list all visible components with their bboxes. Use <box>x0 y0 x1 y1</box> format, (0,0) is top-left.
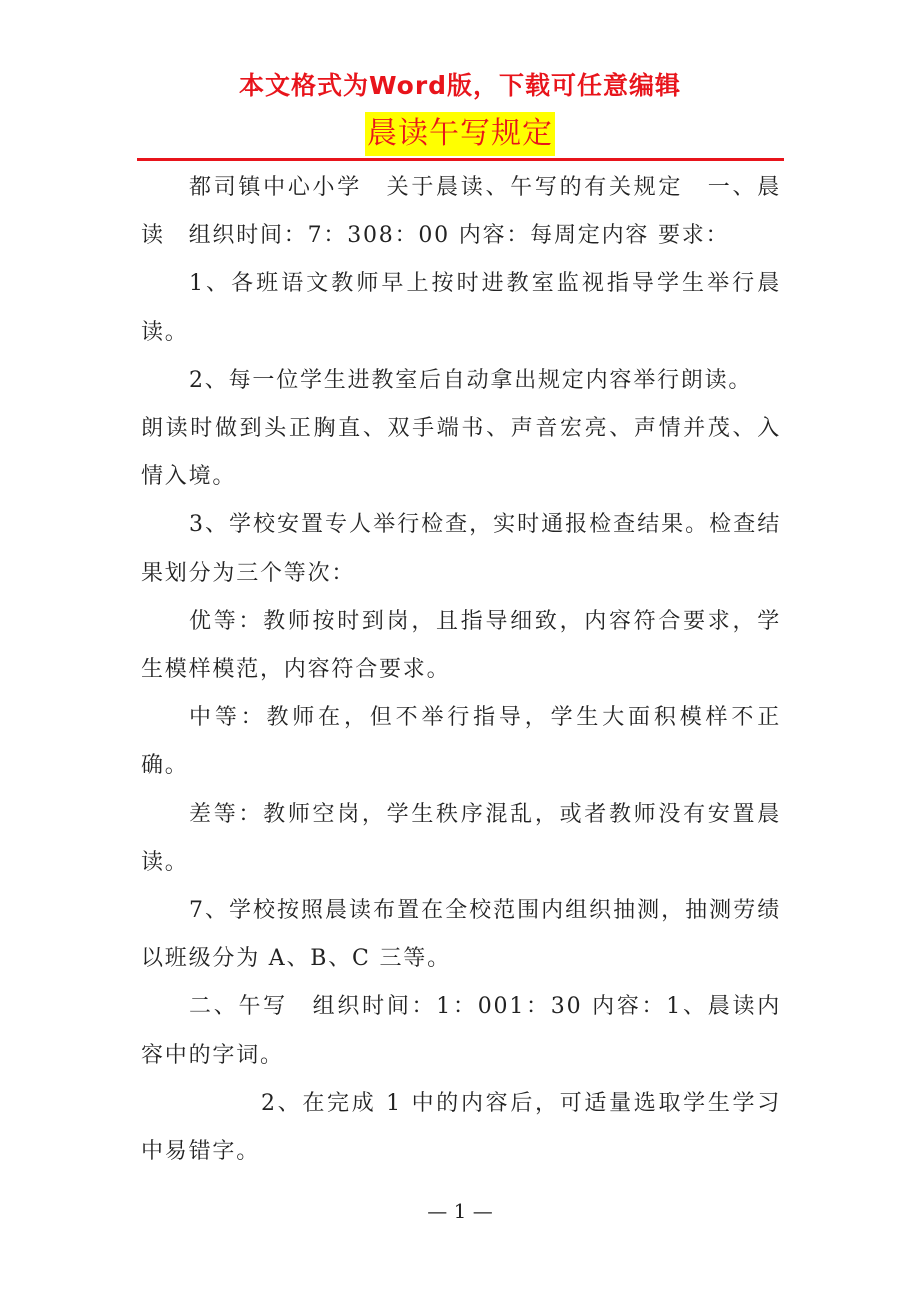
format-notice-banner: 本文格式为Word版，下载可任意编辑 <box>238 71 682 100</box>
paragraph-rule-2-detail: 朗读时做到头正胸直、双手端书、声音宏亮、声情并茂、入情入境。 <box>141 416 781 490</box>
paragraph-intro: 都司镇中心小学 关于晨读、午写的有关规定 一、晨读 组织时间：7：308：00 内容：每周定内容 要求： <box>141 175 781 249</box>
paragraph-grade-medium: 中等：教师在，但不举行指导，学生大面积模样不正确。 <box>141 705 781 779</box>
paragraph-rule-7: 7、学校按照晨读布置在全校范围内组织抽测，抽测劳绩以班级分为 A、B、C 三等。 <box>141 898 781 972</box>
document-title: 晨读午写规定 <box>365 112 555 156</box>
paragraph-grade-poor: 差等：教师空岗，学生秩序混乱，或者教师没有安置晨读。 <box>141 801 781 875</box>
page-number: — 1 — <box>427 1199 493 1223</box>
document-body <box>141 164 781 1176</box>
paragraph-noon-writing-2: 2、在完成 1 中的内容后，可适量选取学生学习中易错字。 <box>141 1090 781 1165</box>
paragraph-rule-2: 2、每一位学生进教室后自动拿出规定内容举行朗读。 <box>189 367 753 393</box>
paragraph-rule-1: 1、各班语文教师早上按时进教室监视指导学生举行晨读。 <box>141 271 781 345</box>
paragraph-noon-writing: 二、午写 组织时间：1：001：30 内容：1、晨读内容中的字词。 <box>141 994 781 1068</box>
paragraph-grade-excellent: 优等：教师按时到岗，且指导细致，内容符合要求，学生模样模范，内容符合要求。 <box>141 608 781 683</box>
paragraph-rule-3: 3、学校安置专人举行检查，实时通报检查结果。检查结果划分为三个等次： <box>141 512 781 586</box>
title-container <box>0 112 920 156</box>
title-divider-rule <box>137 158 784 161</box>
